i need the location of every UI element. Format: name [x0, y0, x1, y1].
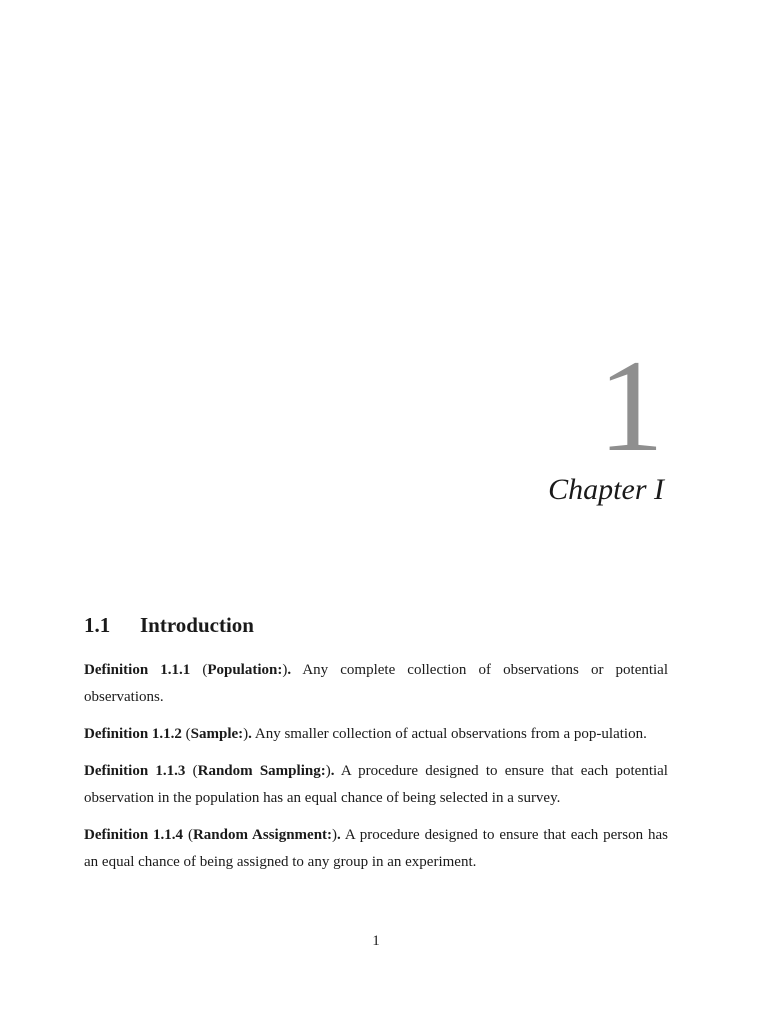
definition-label: Definition 1.1.1	[84, 662, 191, 678]
section-heading	[84, 613, 684, 638]
chapter-title: Chapter I	[548, 473, 664, 506]
definition-text: A procedure designed to ensure that each person has an equal chance of being assigned to any group in an experiment.	[84, 827, 668, 870]
definition-population: Definition 1.1.1 (Population:). Any complete collection of observations or potential observations.	[84, 662, 669, 705]
definition-term: Sample:	[190, 726, 244, 742]
page-number: 1	[372, 933, 380, 949]
definition-random-assignment: Definition 1.1.4 (Random Assignment:). A procedure designed to ensure that each person has an equal chance of being assigned to any group in an experiment.	[84, 827, 668, 870]
definition-text: Any complete collection of observations or potential observations.	[84, 662, 669, 705]
section-title: Introduction	[140, 613, 254, 637]
definition-term: Population:	[207, 662, 283, 678]
definition-label: Definition 1.1.3	[84, 763, 186, 779]
chapter-number: 1	[598, 332, 664, 479]
definition-label: Definition 1.1.4	[84, 827, 184, 843]
section-number: 1.1	[84, 613, 111, 637]
definition-sample: Definition 1.1.2 (Sample:). Any smaller collection of actual observations from a pop-ulation.	[84, 726, 647, 742]
definition-random-sampling: Definition 1.1.3 (Random Sampling:). A procedure designed to ensure that each potential observation in the population has an equal chance of being selected in a survey.	[84, 763, 668, 806]
definitions-list	[84, 657, 668, 886]
definition-label: Definition 1.1.2	[84, 726, 182, 742]
definition-text: A procedure designed to ensure that each potential observation in the population has an equal chance of being selected in a survey.	[84, 763, 668, 806]
definition-text: Any smaller collection of actual observations from a pop-ulation.	[254, 726, 647, 742]
definition-term: Random Assignment:	[192, 827, 333, 843]
definition-term: Random Sampling:	[197, 763, 326, 779]
